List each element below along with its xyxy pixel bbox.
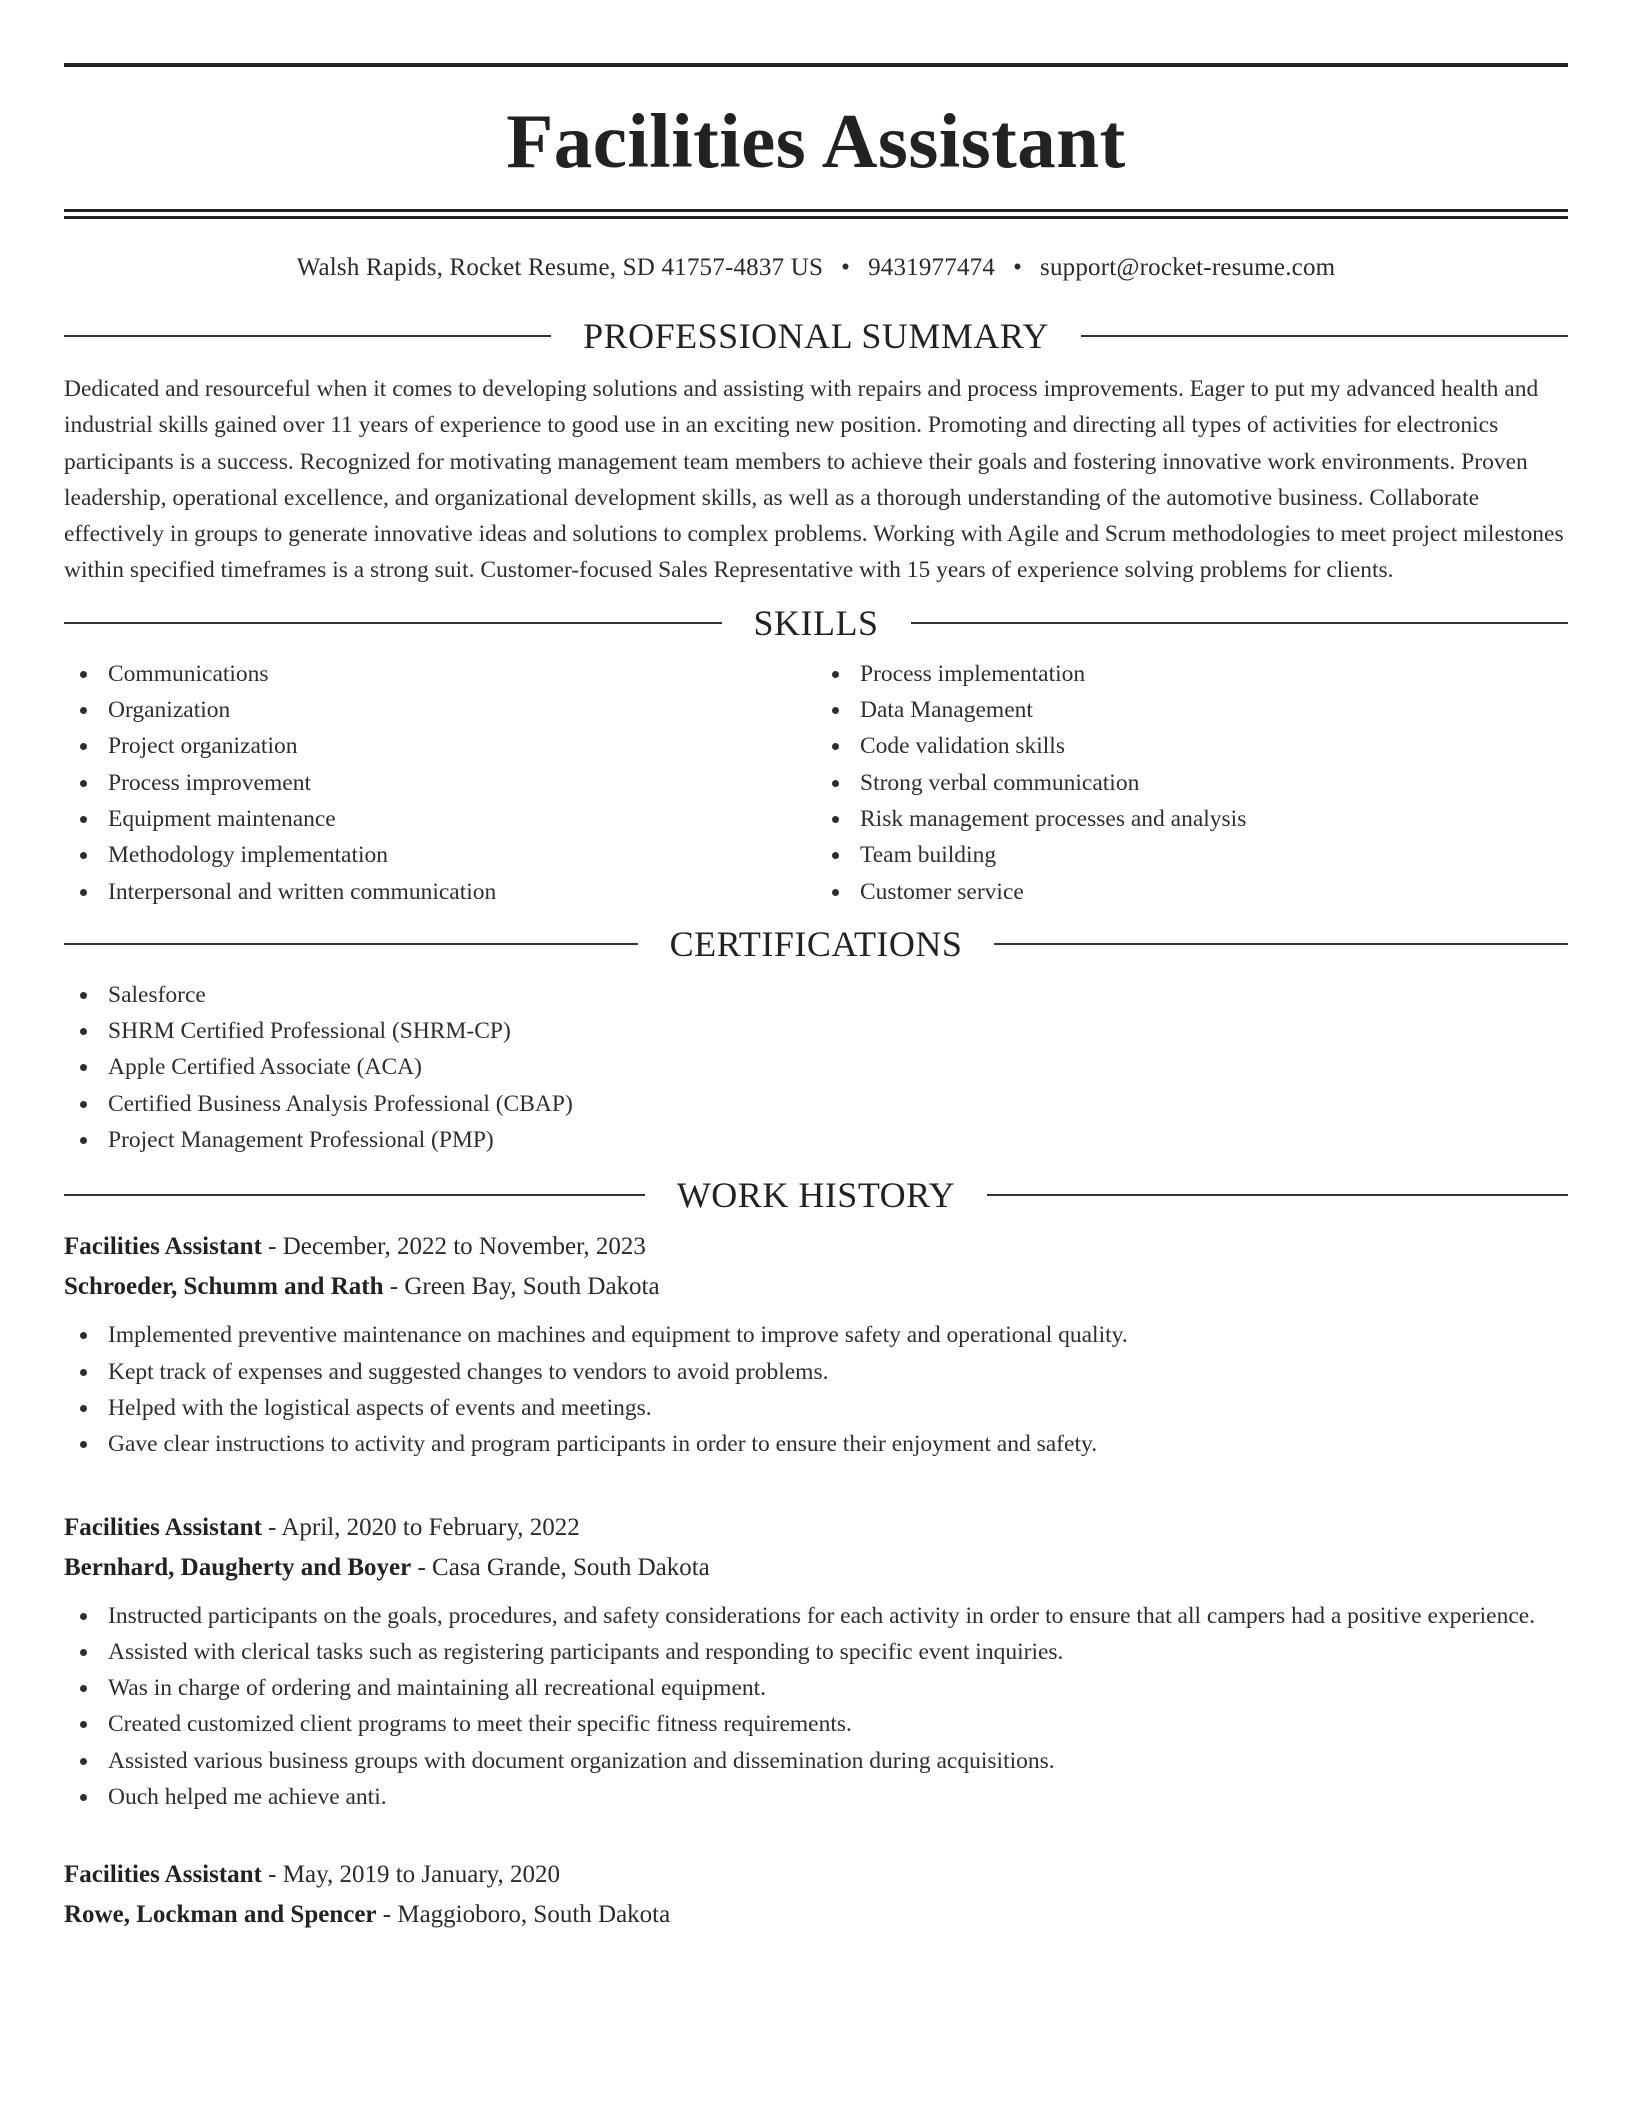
skill-item: Methodology implementation bbox=[64, 837, 816, 873]
job-location: - Maggioboro, South Dakota bbox=[376, 1901, 671, 1929]
section-rule-right bbox=[994, 943, 1568, 945]
contact-phone: 9431977474 bbox=[868, 254, 996, 281]
skills-heading: SKILLS bbox=[753, 602, 879, 643]
job-title: Facilities Assistant bbox=[64, 1861, 262, 1889]
skill-item: Code validation skills bbox=[816, 728, 1568, 764]
section-rule-left bbox=[64, 1194, 645, 1196]
resume-name: Facilities Assistant bbox=[506, 98, 1126, 184]
skill-item: Strong verbal communication bbox=[816, 765, 1568, 801]
job-dates: - December, 2022 to November, 2023 bbox=[261, 1233, 646, 1261]
certifications-heading: CERTIFICATIONS bbox=[669, 923, 963, 964]
contact-separator: • bbox=[1013, 254, 1023, 281]
job-location: - Green Bay, South Dakota bbox=[383, 1273, 660, 1301]
job-bullet: Assisted various business groups with document organization and dissemination during acquisitions. bbox=[64, 1743, 1568, 1779]
certification-item: Project Management Professional (PMP) bbox=[64, 1122, 1568, 1158]
skill-item: Process improvement bbox=[64, 765, 816, 801]
job-title-line bbox=[64, 1227, 1568, 1267]
contact-address: Walsh Rapids, Rocket Resume, SD 41757-4837 US bbox=[296, 254, 824, 281]
job-title: Facilities Assistant bbox=[64, 1513, 262, 1541]
job-company-line bbox=[64, 1548, 1568, 1588]
header-double-rule bbox=[64, 209, 1568, 219]
skill-item: Customer service bbox=[816, 874, 1568, 910]
job-bullet: Instructed participants on the goals, procedures, and safety considerations for each activity in order to ensure that all campers had a positive experience. bbox=[64, 1598, 1568, 1634]
job-company: Bernhard, Daugherty and Boyer bbox=[64, 1553, 412, 1581]
header-top-rule bbox=[64, 63, 1568, 67]
certifications-section-header bbox=[64, 924, 1568, 964]
job-bullet: Was in charge of ordering and maintaining all recreational equipment. bbox=[64, 1670, 1568, 1706]
summary-heading: PROFESSIONAL SUMMARY bbox=[583, 316, 1049, 356]
job-dates: - April, 2020 to February, 2022 bbox=[261, 1513, 580, 1541]
certification-item: Certified Business Analysis Professional (CBAP) bbox=[64, 1086, 1568, 1122]
skill-item: Risk management processes and analysis bbox=[816, 801, 1568, 837]
certification-item: Apple Certified Associate (ACA) bbox=[64, 1049, 1568, 1085]
job-bullet: Kept track of expenses and suggested changes to vendors to avoid problems. bbox=[64, 1354, 1568, 1390]
job-bullet: Ouch helped me achieve anti. bbox=[64, 1779, 1568, 1815]
job-bullet-list bbox=[64, 1317, 1568, 1462]
job-title-line bbox=[64, 1508, 1568, 1548]
skill-item: Interpersonal and written communication bbox=[64, 874, 816, 910]
certifications-list bbox=[64, 977, 1568, 1158]
skills-grid bbox=[64, 656, 1568, 910]
certification-item: Salesforce bbox=[64, 977, 1568, 1013]
job-bullet: Assisted with clerical tasks such as registering participants and responding to specific event inquiries. bbox=[64, 1634, 1568, 1670]
summary-text: Dedicated and resourceful when it comes to developing solutions and assisting with repairs and process improvements. Eager to put my advanced health and industrial skills gained over 11 years of experience to good use in an exciting new position. Promoting and directing all types of activities for electronics participants is a success. Recognized for motivating management team members to achieve their goals and fostering innovative work environments. Proven leadership, operational excellence, and organizational development skills, as well as a thorough understanding of the automotive business. Collaborate effectively in groups to generate innovative ideas and solutions to complex problems. Working with Agile and Scrum methodologies to meet project milestones within specified timeframes is a strong suit. Customer-focused Sales Representative with 15 years of experience solving problems for clients. bbox=[64, 376, 1564, 584]
section-rule-right bbox=[987, 1194, 1568, 1196]
job-company: Schroeder, Schumm and Rath bbox=[64, 1273, 384, 1301]
job-bullet-list bbox=[64, 1598, 1568, 1816]
job-bullet: Implemented preventive maintenance on machines and equipment to improve safety and operational quality. bbox=[64, 1317, 1568, 1353]
job-bullet: Created customized client programs to meet their specific fitness requirements. bbox=[64, 1706, 1568, 1742]
skill-item: Data Management bbox=[816, 692, 1568, 728]
contact-email: support@rocket-resume.com bbox=[1040, 254, 1336, 281]
skill-item: Communications bbox=[64, 656, 816, 692]
job-company-line bbox=[64, 1267, 1568, 1307]
section-rule-left bbox=[64, 335, 551, 337]
work-history-list bbox=[64, 1227, 1568, 1935]
job-title: Facilities Assistant bbox=[64, 1233, 262, 1261]
section-rule-right bbox=[911, 622, 1569, 624]
job-entry bbox=[64, 1508, 1568, 1816]
skill-item: Project organization bbox=[64, 728, 816, 764]
summary-section-header bbox=[64, 316, 1568, 356]
skill-item: Process implementation bbox=[816, 656, 1568, 692]
section-rule-left bbox=[64, 943, 638, 945]
work-heading: WORK HISTORY bbox=[676, 1175, 956, 1216]
section-rule-left bbox=[64, 622, 722, 624]
certification-item: SHRM Certified Professional (SHRM-CP) bbox=[64, 1013, 1568, 1049]
job-bullet: Gave clear instructions to activity and program participants in order to ensure their enjoyment and safety. bbox=[64, 1426, 1568, 1462]
skills-list-left bbox=[64, 656, 816, 910]
skill-item: Team building bbox=[816, 837, 1568, 873]
job-location: - Casa Grande, South Dakota bbox=[411, 1553, 710, 1581]
contact-line bbox=[64, 253, 1568, 283]
job-title-line bbox=[64, 1855, 1568, 1895]
job-bullet: Helped with the logistical aspects of events and meetings. bbox=[64, 1390, 1568, 1426]
skill-item: Organization bbox=[64, 692, 816, 728]
job-company: Rowe, Lockman and Spencer bbox=[64, 1901, 377, 1929]
work-section-header bbox=[64, 1175, 1568, 1215]
contact-separator: • bbox=[841, 254, 851, 281]
job-company-line bbox=[64, 1895, 1568, 1935]
skills-section-header bbox=[64, 603, 1568, 643]
skills-list-right bbox=[816, 656, 1568, 910]
job-dates: - May, 2019 to January, 2020 bbox=[261, 1861, 561, 1889]
job-entry bbox=[64, 1855, 1568, 1935]
skill-item: Equipment maintenance bbox=[64, 801, 816, 837]
section-rule-right bbox=[1081, 335, 1568, 337]
job-entry bbox=[64, 1227, 1568, 1462]
